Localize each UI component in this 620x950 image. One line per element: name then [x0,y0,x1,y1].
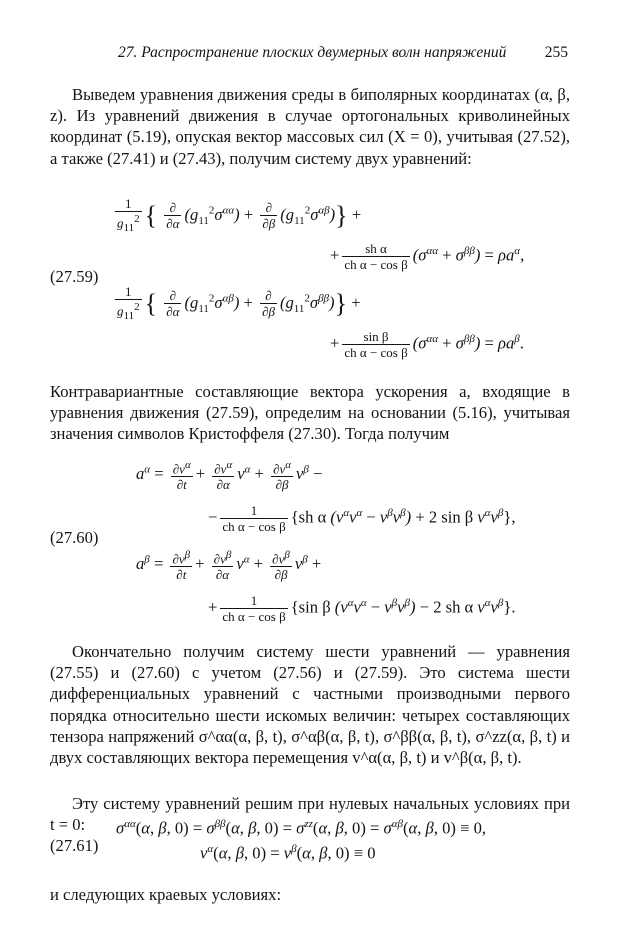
paragraph-1: Выведем уравнения движения среды в биполярных координатах (α, β, z). Из уравнений движения в случае ортогональных криволинейных координат (5.19), опуская вектор массовых сил (X = 0), учитывая (27.52), а также (27.41) и (27.43), получим систему двух уравнений: [50,85,570,168]
eq60-line-4: + $\frac{1}{\text{ch α − cos β}}$ {sin β $(v^\alpha v^\alpha - v^\beta v^\beta) - 2$ sh α $v^\alpha v^\beta$}. [208,593,516,624]
paragraph-3: Окончательно получим систему шести уравнений — уравнения (27.55) и (27.60) с учетом (27.56) и (27.59). Это система шести дифференциальных уравнений с частными производными первого порядка относительно шести искомых величин: четырех составляющих тензора напряжений σ^αα(α, β, t), σ^αβ(α, β, t), σ^ββ(α, β, t), σ^zz(α, β, t) и двух составляющих вектора перемещения v^α(α, β, t) и v^β(α, β, t). [50,642,570,768]
paragraph-2: Контравариантные составляющие вектора ускорения a, входящие в уравнения движения (27.59), определим на основании (5.16), учитывая значения символов Кристоффеля (27.30). Тогда получим [50,382,570,444]
paragraph-5: и следующих краевых условиях: [50,885,282,904]
paragraph-4: Эту систему уравнений решим при нулевых начальных условиях при t = 0: [50,794,570,835]
eq59-line-4: + $\frac{\text{sin β}}{\text{ch α − cos β}}$ $(\sigma^{\alpha\alpha} + \sigma^{\beta\beta}) = \rho a^\beta$. [330,329,524,360]
eq60-line-1: $a^\alpha$ = $\frac{\partial v^\alpha}{\partial t}$ + $\frac{\partial v^\alpha}{\partial\alpha}$ $v^\alpha$ + $\frac{\partial v^\alpha}{\partial\beta}$ $v^\beta$ − [136,459,323,493]
eq61-line-1: $\sigma^{\alpha\alpha}(\alpha$, β, $0) = \sigma^{\beta\beta}(\alpha$, β, $0) = \sigma^{zz}(\alpha$, β, $0) = \sigma^{\alpha\beta}(\alpha$, β, 0) ≡ 0, [116,818,487,838]
eq59-line-3: $\frac{1}{g_{11}^2}$ { $\frac{\partial}{\partial\alpha}$ $(g_{11}^2\sigma^{\alpha\beta})$ + $\frac{\partial}{\partial\beta}$ $(g_{11}^2\sigma^{\beta\beta})$} + [117,284,361,322]
equation-label-27-61: (27.61) [50,836,99,855]
eq60-line-2: − $\frac{1}{\text{ch α − cos β}}$ {sh α $(v^\alpha v^\alpha - v^\beta v^\beta) + 2$ sin β $v^\alpha v^\beta$}, [208,503,516,534]
running-header [118,44,568,66]
page-number: 255 [544,44,568,61]
eq61-line-2: $v^\alpha(\alpha$, β, $0) = v^\beta(\alpha$, β, 0) ≡ 0 [200,843,376,863]
running-title: 27. Распространение плоских двумерных волн напряжений [118,44,507,61]
equation-label-27-59: (27.59) [50,267,99,286]
equation-label-27-60: (27.60) [50,528,99,547]
eq60-line-3: $a^\beta$ = $\frac{\partial v^\beta}{\partial t}$ + $\frac{\partial v^\beta}{\partial\alpha}$ $v^\alpha$ + $\frac{\partial v^\beta}{\partial\beta}$ $v^\beta$ + [136,549,322,583]
eq59-line-1: $\frac{1}{g_{11}^2}$ { $\frac{\partial}{\partial\alpha}$ $(g_{11}^2\sigma^{\alpha\alpha})$ + $\frac{\partial}{\partial\beta}$ $(g_{11}^2\sigma^{\alpha\beta})$} + [117,196,362,234]
eq59-line-2: + $\frac{\text{sh α}}{\text{ch α − cos β}}$ $(\sigma^{\alpha\alpha} + \sigma^{\beta\beta}) = \rho a^\alpha$, [330,241,525,272]
